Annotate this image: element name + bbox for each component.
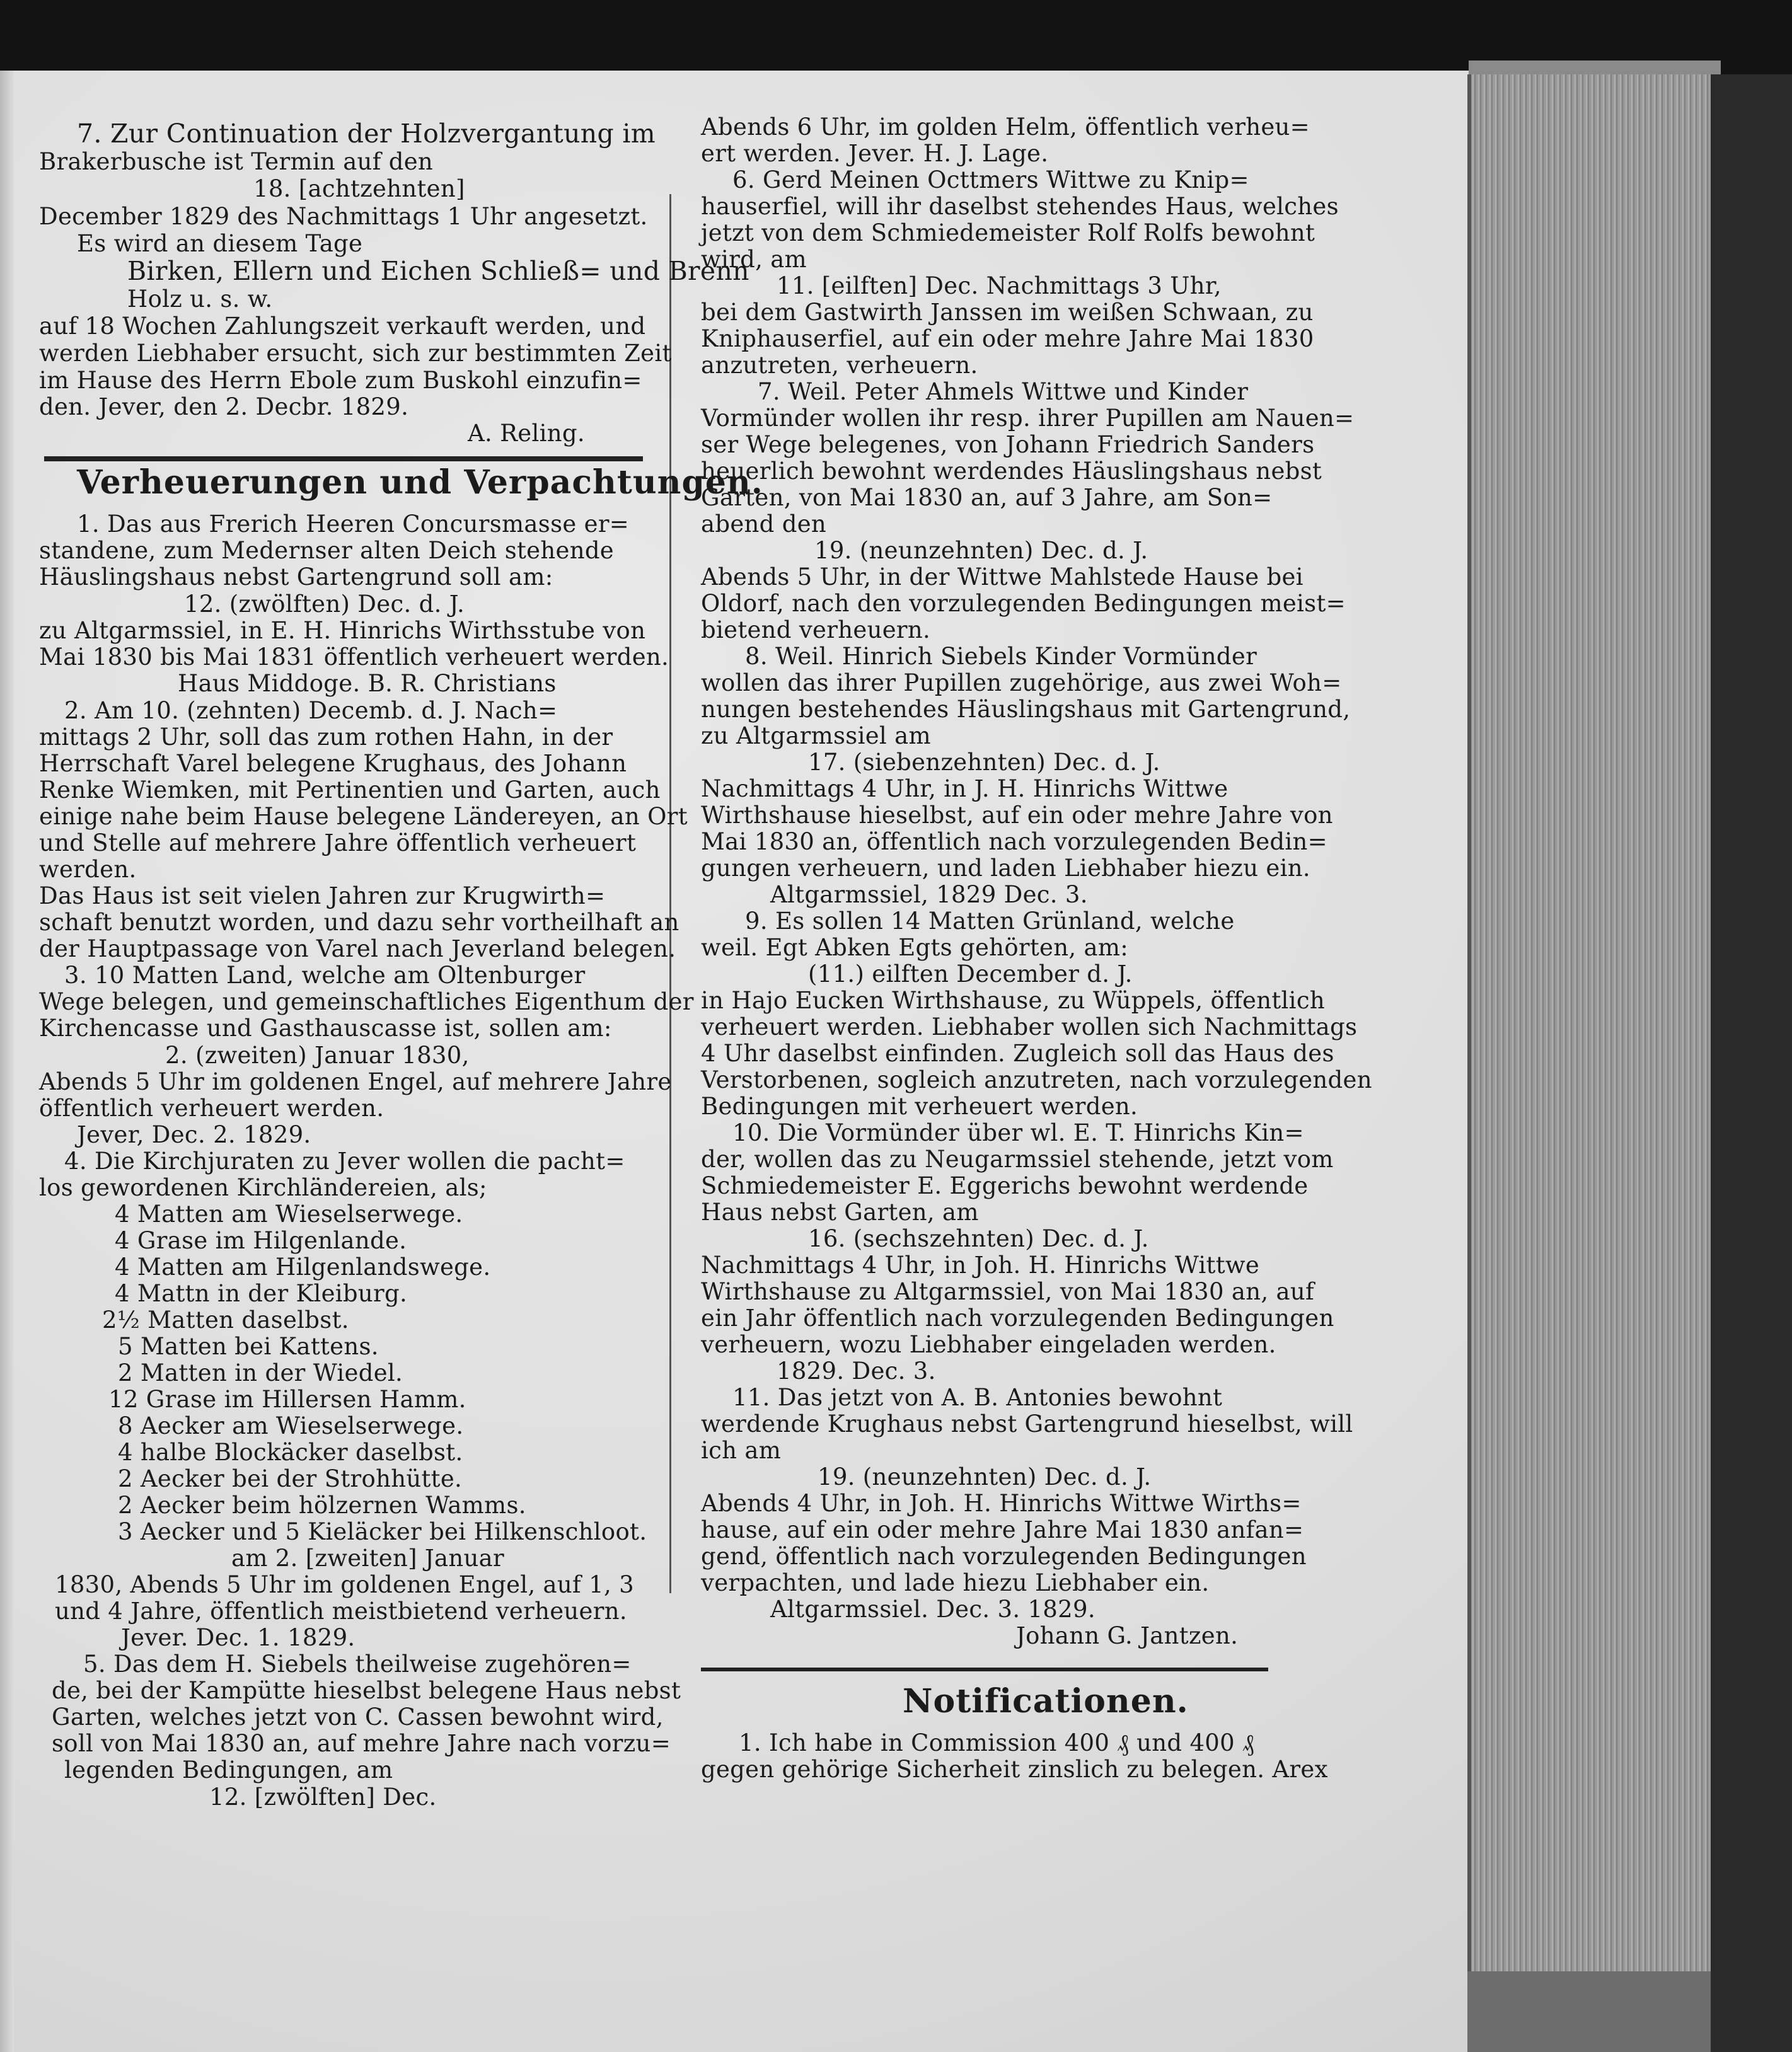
text-line: Garten, von Mai 1830 an, auf 3 Jahre, am Son= [701, 484, 1273, 511]
text-line: Haus nebst Garten, am [701, 1199, 979, 1226]
text-line: Bedingungen mit verheuert werden. [701, 1093, 1138, 1120]
text-line: gegen gehörige Sicherheit zinslich zu belegen. Arex [701, 1756, 1328, 1783]
list-item: 4 Mattn in der Kleiburg. [115, 1280, 408, 1307]
text-line: verheuert werden. Liebhaber wollen sich Nachmittags [701, 1013, 1358, 1040]
text-line: ser Wege belegenes, von Johann Friedrich Sanders [701, 431, 1315, 458]
text-line: 1. Ich habe in Commission 400 ₰ und 400 ₰ [739, 1729, 1254, 1756]
signature: A. Reling. [468, 420, 585, 447]
list-item: 3 Aecker und 5 Kieläcker bei Hilkenschloot. [118, 1518, 647, 1545]
text-line: soll von Mai 1830 an, auf mehre Jahre nach vorzu= [52, 1730, 671, 1757]
text-line: ert werden. Jever. H. J. Lage. [701, 140, 1049, 167]
text-line: standene, zum Medernser alten Deich stehende [39, 537, 615, 564]
text-line: hause, auf ein oder mehre Jahre Mai 1830 anfan= [701, 1516, 1304, 1543]
text-line: weil. Egt Abken Egts gehörten, am: [701, 934, 1129, 961]
text-line: Birken, Ellern und Eichen Schließ= und Brenn [127, 256, 749, 286]
text-line: 10. Die Vormünder über wl. E. T. Hinrichs Kin= [732, 1119, 1304, 1146]
text-line: ich am [701, 1437, 782, 1464]
text-line: Altgarmssiel. Dec. 3. 1829. [770, 1596, 1095, 1623]
text-line: 3. 10 Matten Land, welche am Oltenburger [64, 962, 586, 989]
text-line: 1830, Abends 5 Uhr im goldenen Engel, auf 1, 3 [55, 1571, 634, 1598]
text-line: 1. Das aus Frerich Heeren Concursmasse er= [77, 510, 630, 538]
book-page-edges [1467, 74, 1717, 1971]
text-line: Garten, welches jetzt von C. Cassen bewohnt wird, [52, 1703, 664, 1731]
text-line: Abends 4 Uhr, in Joh. H. Hinrichs Wittwe Wirths= [701, 1490, 1302, 1517]
text-line: am 2. [zweiten] Januar [231, 1545, 504, 1572]
list-item: 4 Matten am Wieselserwege. [115, 1201, 463, 1228]
text-line: Abends 5 Uhr im goldenen Engel, auf mehrere Jahre [39, 1068, 672, 1095]
text-line: heuerlich bewohnt werdendes Häuslingshaus nebst [701, 458, 1322, 485]
text-line: December 1829 des Nachmittags 1 Uhr angesetzt. [39, 203, 648, 230]
text-line: nungen bestehendes Häuslingshaus mit Gartengrund, [701, 696, 1351, 723]
text-line: 11. [eilften] Dec. Nachmittags 3 Uhr, [777, 272, 1222, 299]
text-line: Jever. Dec. 1. 1829. [121, 1624, 356, 1651]
text-line: 8. Weil. Hinrich Siebels Kinder Vormünder [745, 643, 1257, 670]
text-line: Vormünder wollen ihr resp. ihrer Pupillen am Nauen= [701, 405, 1355, 432]
text-line: werden Liebhaber ersucht, sich zur bestimmten Zeit [39, 340, 672, 367]
text-line: werdende Krughaus nebst Gartengrund hieselbst, will [701, 1410, 1353, 1438]
text-line: 19. (neunzehnten) Dec. d. J. [818, 1463, 1152, 1490]
text-line: 7. Zur Continuation der Holzvergantung im [77, 118, 656, 149]
text-line: der Hauptpassage von Varel nach Jeverland belegen. [39, 935, 676, 962]
text-line: auf 18 Wochen Zahlungszeit verkauft werden, und [39, 313, 646, 340]
text-line: Häuslingshaus nebst Gartengrund soll am: [39, 563, 553, 591]
text-line: öffentlich verheuert werden. [39, 1095, 384, 1122]
text-line: Wirthshause zu Altgarmssiel, von Mai 1830 an, auf [701, 1278, 1314, 1305]
text-line: Oldorf, nach den vorzulegenden Bedingungen meist= [701, 590, 1346, 617]
text-line: ein Jahr öffentlich nach vorzulegenden Bedingungen [701, 1305, 1334, 1332]
section-rule [44, 456, 643, 461]
text-line: wird, am [701, 246, 807, 273]
text-line: Holz u. s. w. [127, 285, 273, 313]
text-line: Kniphauserfiel, auf ein oder mehre Jahre Mai 1830 [701, 325, 1314, 352]
text-line: gend, öffentlich nach vorzulegenden Bedingungen [701, 1543, 1307, 1570]
text-line: 4 Uhr daselbst einfinden. Zugleich soll das Haus des [701, 1040, 1334, 1067]
text-line: 12. (zwölften) Dec. d. J. [184, 591, 465, 618]
text-line: mittags 2 Uhr, soll das zum rothen Hahn, in der [39, 723, 613, 751]
text-line: Kirchencasse und Gasthauscasse ist, sollen am: [39, 1015, 612, 1042]
text-line: 1829. Dec. 3. [777, 1357, 936, 1385]
list-item: 2 Aecker bei der Strohhütte. [118, 1465, 463, 1492]
list-item: 4 halbe Blockäcker daselbst. [118, 1439, 463, 1466]
text-line: (11.) eilften December d. J. [808, 960, 1133, 988]
text-line: Mai 1830 an, öffentlich nach vorzulegenden Bedin= [701, 828, 1327, 855]
text-line: 17. (siebenzehnten) Dec. d. J. [808, 749, 1160, 776]
text-line: 4. Die Kirchjuraten zu Jever wollen die pacht= [64, 1148, 625, 1175]
list-item: 2 Aecker beim hölzernen Wamms. [118, 1492, 526, 1519]
text-line: Nachmittags 4 Uhr, in J. H. Hinrichs Wittwe [701, 775, 1228, 802]
text-line: einige nahe beim Hause belegene Ländereyen, an Ort [39, 803, 688, 830]
text-line: 2. (zweiten) Januar 1830, [165, 1042, 470, 1069]
text-line: Haus Middoge. B. R. Christians [178, 670, 557, 697]
text-line: verheuern, wozu Liebhaber eingeladen werden. [701, 1331, 1276, 1358]
list-item: 5 Matten bei Kattens. [118, 1333, 379, 1360]
text-line: zu Altgarmssiel am [701, 722, 931, 749]
list-item: 12 Grase im Hillersen Hamm. [108, 1386, 466, 1413]
text-line: 11. Das jetzt von A. B. Antonies bewohnt [732, 1384, 1223, 1411]
text-line: Brakerbusche ist Termin auf den [39, 148, 434, 175]
newspaper-page [0, 71, 1475, 2052]
text-line: Altgarmssiel, 1829 Dec. 3. [770, 881, 1088, 908]
text-line: 12. [zwölften] Dec. [209, 1784, 437, 1811]
text-line: Abends 6 Uhr, im golden Helm, öffentlich verheu= [701, 113, 1310, 141]
text-line: Jever, Dec. 2. 1829. [77, 1121, 311, 1148]
text-line: bei dem Gastwirth Janssen im weißen Schwaan, zu [701, 299, 1314, 326]
text-line: und Stelle auf mehrere Jahre öffentlich verheuert [39, 829, 637, 856]
text-line: Mai 1830 bis Mai 1831 öffentlich verheuert werden. [39, 643, 669, 671]
text-line: wollen das ihrer Pupillen zugehörige, aus zwei Woh= [701, 669, 1342, 696]
text-line: Nachmittags 4 Uhr, in Joh. H. Hinrichs Wittwe [701, 1252, 1260, 1279]
section-heading: Notificationen. [903, 1682, 1189, 1721]
column-divider [669, 194, 671, 1593]
text-line: bietend verheuern. [701, 616, 931, 643]
text-line: 9. Es sollen 14 Matten Grünland, welche [745, 908, 1235, 935]
text-line: los gewordenen Kirchländereien, als; [39, 1174, 487, 1201]
text-line: und 4 Jahre, öffentlich meistbietend verheuern. [55, 1598, 627, 1625]
book-cover [1711, 74, 1792, 2052]
text-line: 2. Am 10. (zehnten) Decemb. d. J. Nach= [64, 697, 558, 724]
text-line: Abends 5 Uhr, in der Wittwe Mahlstede Hause bei [701, 563, 1304, 591]
text-line: de, bei der Kampütte hieselbst belegene Haus nebst [52, 1677, 681, 1704]
text-line: Wege belegen, und gemeinschaftliches Eigenthum der [39, 988, 694, 1015]
signature: Johann G. Jantzen. [1016, 1622, 1239, 1649]
text-line: jetzt von dem Schmiedemeister Rolf Rolfs bewohnt [701, 219, 1315, 246]
text-line: Wirthshause hieselbst, auf ein oder mehre Jahre von [701, 802, 1333, 829]
text-line: der, wollen das zu Neugarmssiel stehende, jetzt vom [701, 1146, 1334, 1173]
list-item: 2½ Matten daselbst. [102, 1306, 349, 1334]
text-line: gungen verheuern, und laden Liebhaber hiezu ein. [701, 855, 1310, 882]
text-line: in Hajo Eucken Wirthshause, zu Wüppels, öffentlich [701, 987, 1325, 1014]
text-line: zu Altgarmssiel, in E. H. Hinrichs Wirthsstube von [39, 617, 646, 644]
text-line: den. Jever, den 2. Decbr. 1829. [39, 393, 409, 420]
text-line: im Hause des Herrn Ebole zum Buskohl einzufin= [39, 367, 642, 394]
text-line: Verstorbenen, sogleich anzutreten, nach vorzulegenden [701, 1066, 1372, 1093]
text-line: 6. Gerd Meinen Octtmers Wittwe zu Knip= [732, 166, 1249, 193]
list-item: 2 Matten in der Wiedel. [118, 1359, 403, 1386]
text-line: Renke Wiemken, mit Pertinentien und Garten, auch [39, 776, 661, 804]
section-rule [701, 1668, 1268, 1671]
text-line: Schmiedemeister E. Eggerichs bewohnt werdende [701, 1172, 1309, 1199]
list-item: 4 Matten am Hilgenlandswege. [115, 1254, 491, 1281]
page-gutter-shadow [0, 71, 14, 2052]
text-line: Das Haus ist seit vielen Jahren zur Krugwirth= [39, 882, 606, 909]
text-line: anzutreten, verheuern. [701, 352, 978, 379]
text-line: 7. Weil. Peter Ahmels Wittwe und Kinder [758, 378, 1249, 405]
text-line: schaft benutzt worden, und dazu sehr vortheilhaft an [39, 909, 679, 936]
text-line: Es wird an diesem Tage [77, 230, 363, 257]
text-line: 18. [achtzehnten] [253, 175, 465, 202]
text-line: 19. (neunzehnten) Dec. d. J. [814, 537, 1148, 564]
book-edge-shadow [1467, 1971, 1717, 2052]
text-line: werden. [39, 856, 137, 883]
list-item: 4 Grase im Hilgenlande. [115, 1227, 407, 1254]
text-line: legenden Bedingungen, am [64, 1756, 393, 1784]
text-line: 16. (sechszehnten) Dec. d. J. [808, 1225, 1149, 1252]
list-item: 8 Aecker am Wieselserwege. [118, 1412, 464, 1439]
text-line: Herrschaft Varel belegene Krughaus, des Johann [39, 750, 627, 777]
text-line: 5. Das dem H. Siebels theilweise zugehören= [83, 1651, 632, 1678]
section-heading: Verheuerungen und Verpachtungen. [77, 463, 763, 502]
text-line: verpachten, und lade hiezu Liebhaber ein. [701, 1569, 1210, 1596]
text-line: abend den [701, 510, 827, 538]
text-line: hauserfiel, will ihr daselbst stehendes Haus, welches [701, 193, 1339, 220]
